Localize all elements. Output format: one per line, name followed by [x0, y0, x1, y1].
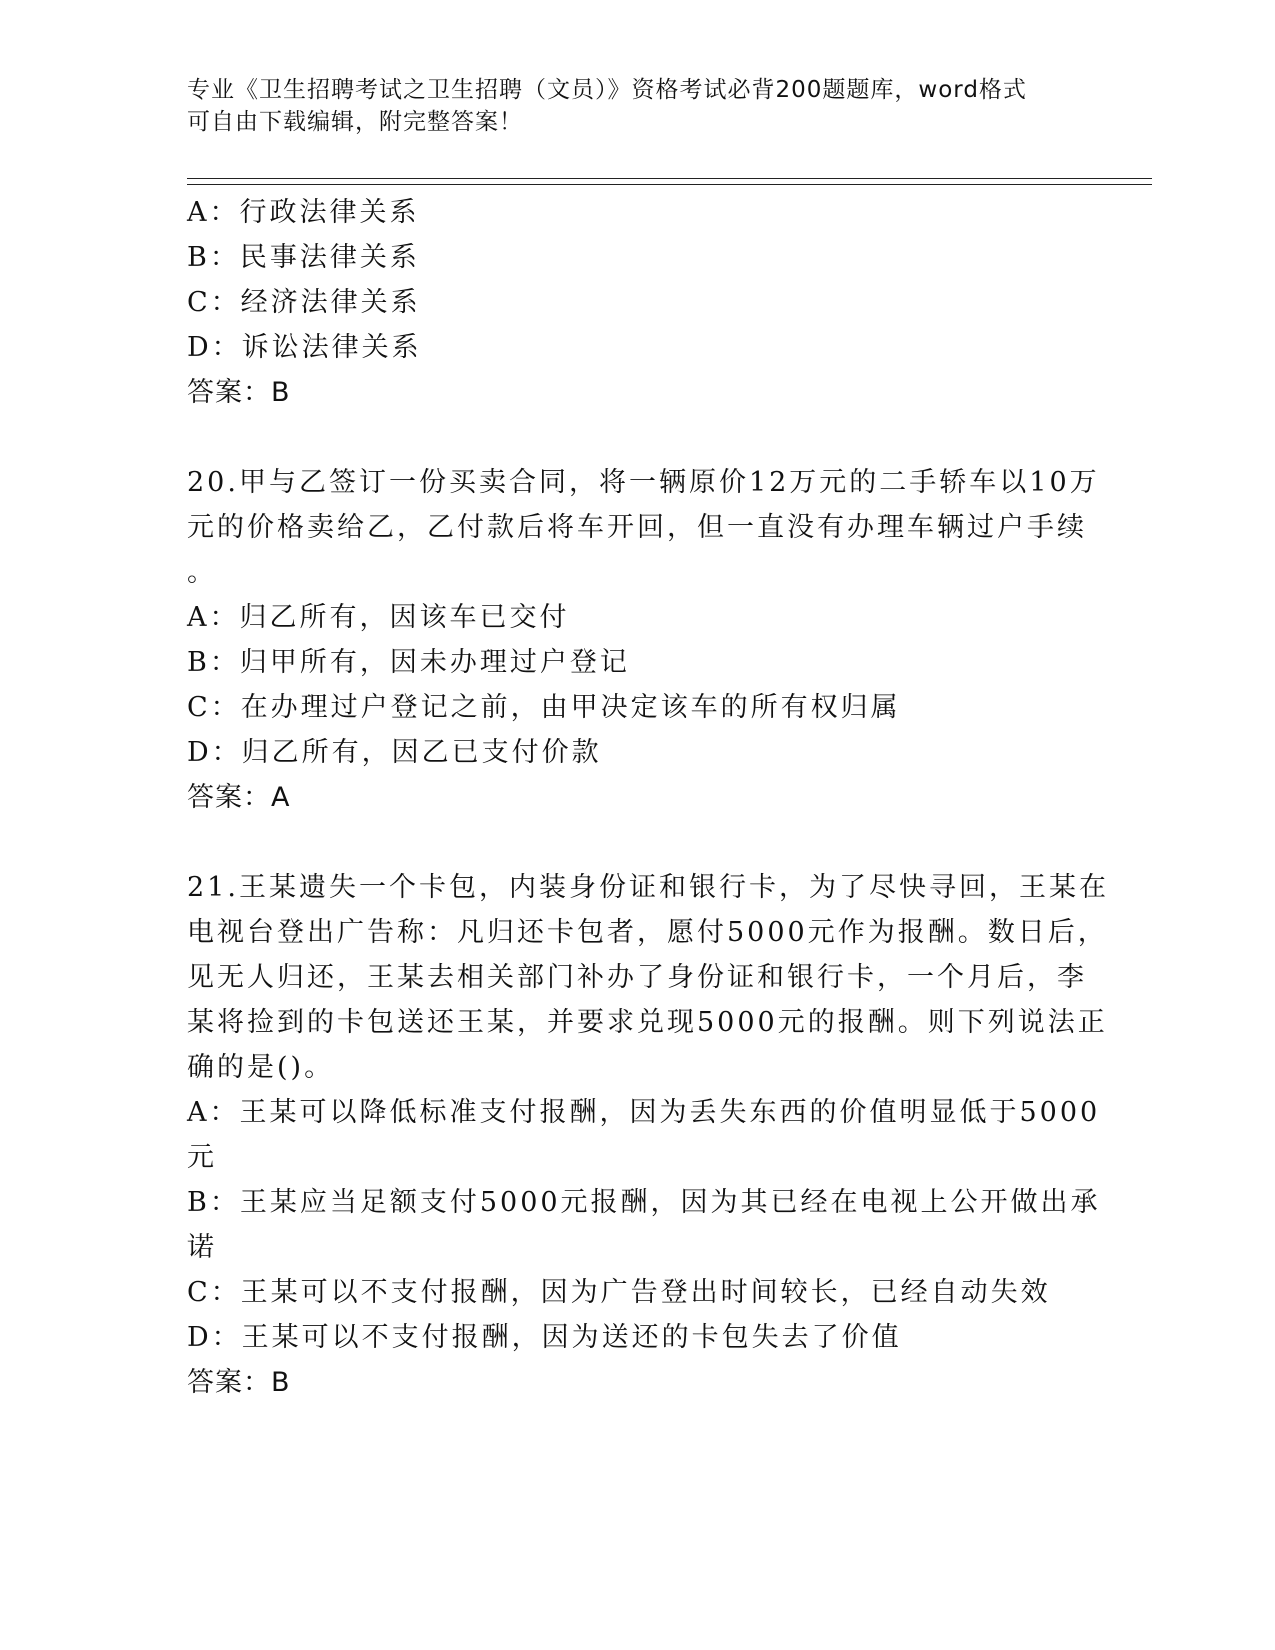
question-20	[187, 460, 1100, 820]
q20-option-b: B：归甲所有，因未办理过户登记	[187, 647, 630, 678]
q21-option-b-continued: 诺	[187, 1232, 217, 1263]
q21-option-a-continued: 元	[187, 1142, 217, 1173]
question-21	[187, 865, 1109, 1405]
q20-option-a: A：归乙所有，因该车已交付	[187, 602, 570, 633]
header-divider-bottom	[187, 184, 1152, 185]
q20-option-c: C：在办理过户登记之前，由甲决定该车的所有权归属	[187, 692, 901, 723]
q21-option-b: B：王某应当足额支付5000元报酬，因为其已经在电视上公开做出承	[187, 1187, 1101, 1218]
q21-stem-line-5: 确的是()。	[187, 1052, 335, 1083]
q21-stem-line-2: 电视台登出广告称：凡归还卡包者，愿付5000元作为报酬。数日后，	[187, 917, 1108, 948]
q21-stem-line-3: 见无人归还，王某去相关部门补办了身份证和银行卡，一个月后，李	[187, 962, 1087, 993]
q19-answer: 答案：B	[187, 377, 291, 408]
q21-option-d: D：王某可以不支付报酬，因为送还的卡包失去了价值	[187, 1322, 902, 1353]
q20-answer: 答案：A	[187, 782, 291, 813]
document-header	[187, 74, 1067, 138]
q20-stem-line-3: 。	[187, 557, 217, 588]
spacer	[187, 820, 1087, 865]
q20-stem-line-2: 元的价格卖给乙，乙付款后将车开回，但一直没有办理车辆过户手续	[187, 512, 1087, 543]
header-title-line-1: 专业《卫生招聘考试之卫生招聘（文员）》资格考试必背200题题库，word格式	[187, 77, 1027, 103]
q21-option-c: C：王某可以不支付报酬，因为广告登出时间较长，已经自动失效	[187, 1277, 1051, 1308]
q20-option-d: D：归乙所有，因乙已支付价款	[187, 737, 602, 768]
q21-option-a: A：王某可以降低标准支付报酬，因为丢失东西的价值明显低于5000	[187, 1097, 1101, 1128]
q19-option-b: B：民事法律关系	[187, 242, 420, 273]
question-19	[187, 190, 1087, 415]
q19-option-c: C：经济法律关系	[187, 287, 421, 318]
q21-answer: 答案：B	[187, 1367, 291, 1398]
q21-stem-line-4: 某将捡到的卡包送还王某，并要求兑现5000元的报酬。则下列说法正	[187, 1007, 1108, 1038]
q21-stem-line-1: 21.王某遗失一个卡包，内装身份证和银行卡，为了尽快寻回，王某在	[187, 872, 1109, 903]
question-content	[187, 190, 1109, 1405]
spacer	[187, 415, 1087, 460]
q19-option-d: D：诉讼法律关系	[187, 332, 422, 363]
header-divider-top	[187, 178, 1152, 179]
q20-stem-line-1: 20.甲与乙签订一份买卖合同，将一辆原价12万元的二手轿车以10万	[187, 467, 1100, 498]
header-title-line-2: 可自由下载编辑，附完整答案！	[187, 109, 523, 135]
q19-option-a: A：行政法律关系	[187, 197, 420, 228]
